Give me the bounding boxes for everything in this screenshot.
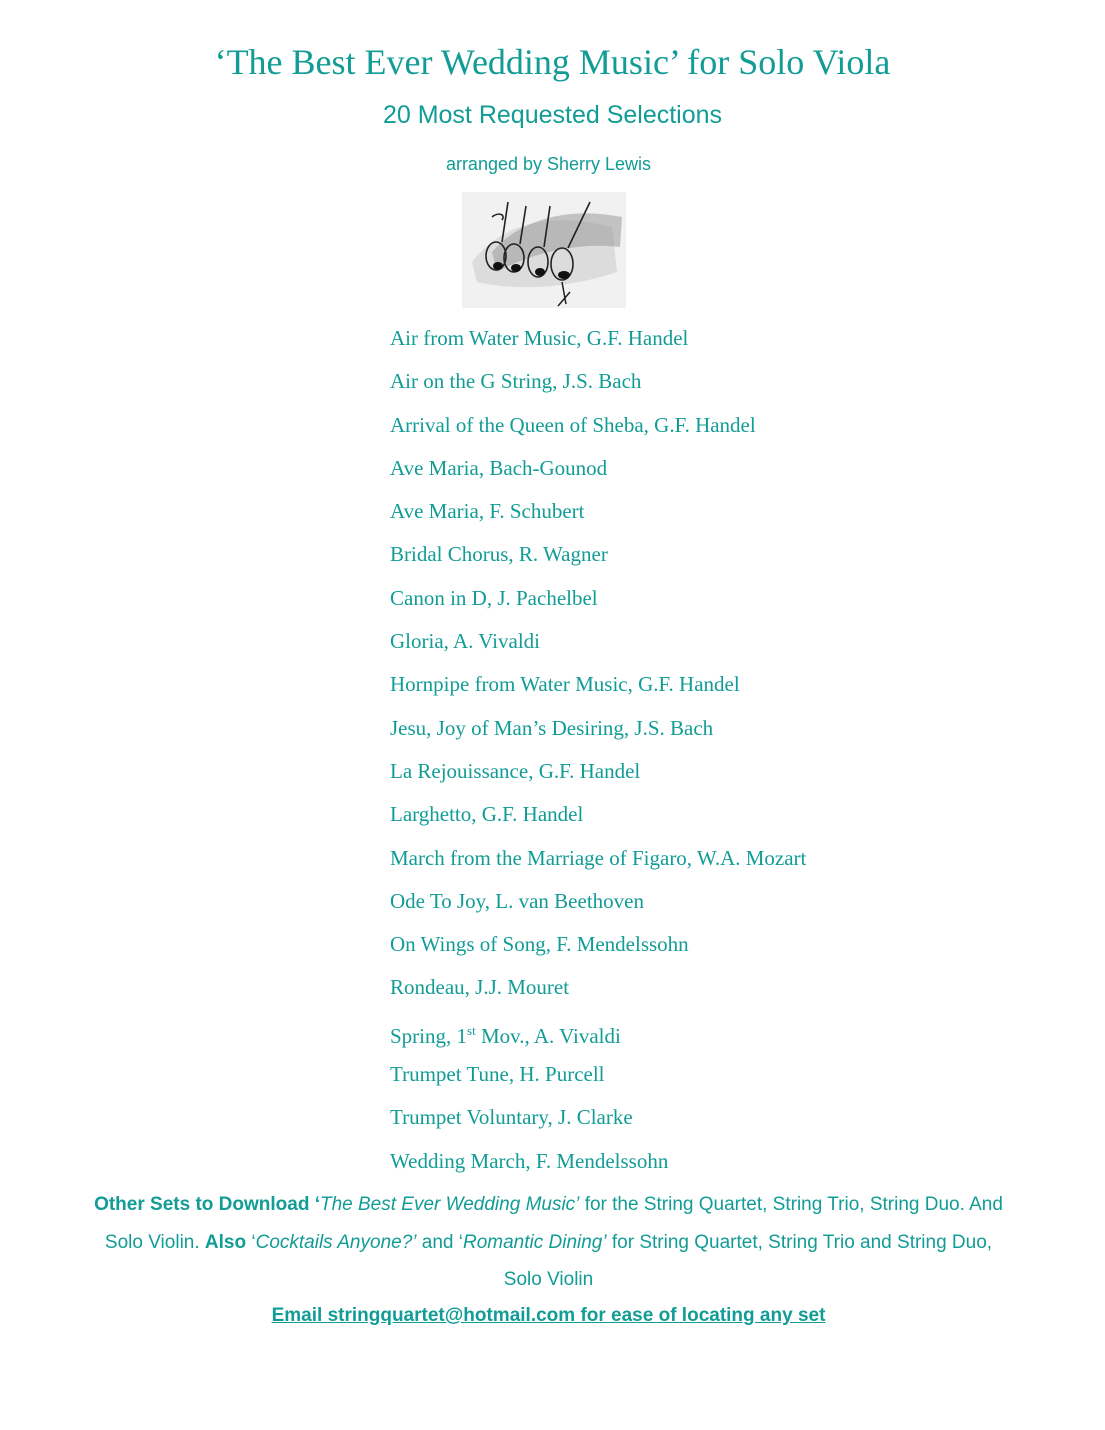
string-instruments-sketch-icon [462, 192, 626, 308]
selection-item [390, 928, 806, 971]
set-title-cocktails: Cocktails Anyone?’ [255, 1231, 417, 1253]
selection-item [390, 971, 806, 1014]
page-subtitle: 20 Most Requested Selections [382, 101, 723, 129]
set-title-romantic-dining: Romantic Dining’ [462, 1231, 607, 1253]
set-title-wedding-music: The Best Ever Wedding Music’ [319, 1194, 580, 1215]
selection-title: Jesu, Joy of Man’s Desiring, J.S. Bach [390, 715, 714, 740]
selection-title: Gloria, A. Vivaldi [390, 629, 541, 654]
selection-title: On Wings of Song, F. Mendelssohn [390, 932, 689, 957]
selection-item [390, 1145, 806, 1188]
selection-title: Wedding March, F. Mendelssohn [390, 1148, 669, 1173]
selection-title: Bridal Chorus, R. Wagner [390, 542, 608, 567]
selection-item [390, 755, 806, 798]
selection-title: Hornpipe from Water Music, G.F. Handel [390, 672, 740, 697]
selection-item [390, 538, 806, 581]
set-description-2: for String Quartet, String Trio and String Duo, Solo Violin [503, 1231, 993, 1290]
other-sets-note [90, 1186, 1007, 1299]
and-text: and ‘ [416, 1231, 463, 1253]
selection-title-rest: Mov., A. Vivaldi [475, 1023, 621, 1048]
selection-item [390, 668, 806, 711]
selection-title: Air from Water Music, G.F. Handel [390, 326, 689, 350]
selection-item [390, 798, 806, 841]
selection-item [390, 409, 806, 452]
also-label: Also [204, 1231, 247, 1253]
selection-title: Ave Maria, Bach-Gounod [390, 455, 608, 480]
selection-item [390, 495, 806, 538]
selection-title: Rondeau, J.J. Mouret [390, 975, 570, 1000]
page-title: ‘The Best Ever Wedding Music’ for Solo Viola [214, 42, 891, 82]
arranger-credit: arranged by Sherry Lewis [445, 154, 652, 174]
selection-list [390, 322, 806, 1188]
selection-item [390, 625, 806, 668]
ordinal-suffix: st [467, 1022, 476, 1038]
selection-title: Spring, 1 [390, 1023, 468, 1048]
selection-item [390, 452, 806, 495]
email-link[interactable]: Email stringquartet@hotmail.com for ease of locating any set [271, 1305, 826, 1326]
selection-title: La Rejouissance, G.F. Handel [390, 758, 641, 783]
set-description: for the String Quartet, String Trio, String Duo. And Solo Violin. [104, 1194, 1003, 1253]
selection-title: Canon in D, J. Pachelbel [390, 585, 598, 610]
selection-title: Larghetto, G.F. Handel [390, 802, 584, 827]
selection-title: March from the Marriage of Figaro, W.A. Mozart [390, 845, 807, 870]
quote-open: ‘ [246, 1231, 256, 1253]
selection-title: Ode To Joy, L. van Beethoven [390, 888, 644, 913]
selection-title: Trumpet Tune, H. Purcell [390, 1062, 605, 1087]
selection-title: Air on the G String, J.S. Bach [390, 369, 642, 394]
selection-item [390, 582, 806, 625]
selection-item [390, 842, 806, 885]
selection-title: Arrival of the Queen of Sheba, G.F. Handel [390, 412, 756, 437]
selection-title: Trumpet Voluntary, J. Clarke [390, 1105, 633, 1130]
selection-item [390, 1015, 806, 1058]
other-sets-label: Other Sets to Download ‘ [94, 1194, 320, 1215]
selection-item [390, 712, 806, 755]
selection-item [390, 885, 806, 928]
selection-title: Ave Maria, F. Schubert [390, 499, 585, 524]
selection-item [390, 1058, 806, 1101]
selection-item [390, 322, 806, 365]
selection-item [390, 365, 806, 408]
selection-item [390, 1101, 806, 1144]
